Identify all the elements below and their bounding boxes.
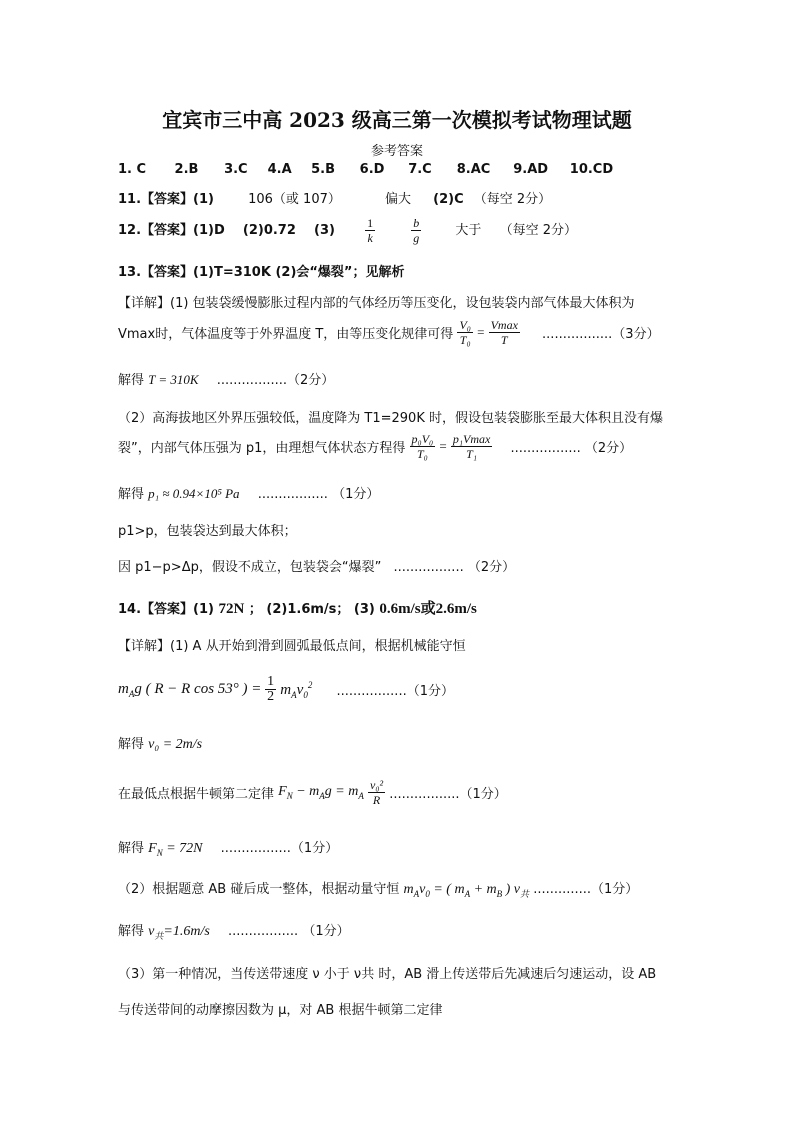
q14-e3-lhs: $F_N - m_Ag = m_A$ (278, 784, 364, 801)
mc-5: 5.B (311, 162, 336, 177)
q14-eq-3 (118, 778, 507, 807)
q11-c: (2)C (433, 192, 464, 207)
q13-d3-eq: T = 310K (148, 372, 199, 387)
q14-eq-8: 与传送带间的动摩擦因数为 μ，对 AB 根据牛顿第二定律 (118, 1003, 443, 1018)
q14-head-label: 14.【答案】(1) (118, 602, 214, 617)
q13-d2-text: Vmax时，气体温度等于外界温度 T，由等压变化规律可得 (118, 327, 454, 342)
q13-d5-score: ................. （2分） (510, 441, 633, 456)
q14-e3-frac-num: v₀² (370, 778, 384, 792)
q14-eq-5 (118, 878, 638, 900)
q12-frac1-den: k (367, 231, 373, 245)
q14-e6-score: ................. （1分） (227, 924, 350, 939)
q12-frac2 (411, 216, 421, 245)
q14-e1-score: .................（1分） (336, 684, 454, 699)
q13-d5-frac2 (451, 432, 493, 461)
q12-line (118, 216, 577, 245)
q14-head (118, 597, 477, 618)
q13-d2-n1: V₀ (459, 318, 471, 332)
q14-e6-label: 解得 (118, 924, 145, 939)
q12-frac2-num: b (413, 216, 420, 230)
mc-3: 3.C (224, 162, 248, 177)
q13-d3-score: .................（2分） (216, 373, 335, 388)
q14-eq-1 (118, 675, 454, 704)
q14-h2: ； (2)1.6m/s； (3) (248, 602, 375, 617)
q13-detail-1: 【详解】(1) 包装袋缓慢膨胀过程内部的气体经历等压变化，设包装袋内部气体最大体积为 (118, 296, 635, 311)
q13-detail-2 (118, 318, 660, 347)
q12-c: 大于 (455, 223, 482, 238)
q13-detail-5 (118, 432, 632, 461)
q14-e1-rhs: $m_Av_0^2$ (280, 679, 313, 700)
page-title: 宜宾市三中高 2023 级高三第一次模拟考试物理试题 (162, 108, 632, 132)
q14-e2-eq: v₀ = 2m/s (148, 737, 203, 752)
q13-detail-3 (118, 369, 334, 388)
q13-d8-text: 因 p1−p>Δp，假设不成立，包装袋会“爆裂” (118, 560, 382, 575)
q14-e3-score: .................（1分） (389, 787, 507, 802)
q13-d2-eq: = (477, 324, 485, 340)
q14-eq-2 (118, 733, 202, 753)
q13-detail-6 (118, 483, 379, 502)
q14-e3-frac (368, 778, 385, 807)
q12-frac1 (365, 216, 375, 245)
q11-line (118, 188, 551, 207)
q13-d5-d1: T₀ (416, 447, 428, 461)
mc-9: 9.AD (513, 162, 549, 177)
q13-d2-score: .................（3分） (542, 327, 660, 342)
q12-score: （每空 2分） (499, 223, 577, 238)
q13-d3-label: 解得 (118, 373, 145, 388)
q13-d2-d2: T (500, 333, 508, 347)
mc-10: 10.CD (569, 162, 614, 177)
q14-e5-score: ..............（1分） (533, 882, 639, 897)
q12-frac2-den: g (413, 231, 420, 245)
q13-d5-n1: p₀V₀ (411, 432, 434, 446)
q12-a: (2)0.72 (242, 223, 296, 238)
q12-head: 12.【答案】(1)D (118, 223, 225, 238)
q14-e2-label: 解得 (118, 737, 145, 752)
q14-e4-eq: $F_N = 72N$ (148, 841, 203, 858)
q13-d6-label: 解得 (118, 487, 145, 502)
q13-d8-score: ................. （2分） (393, 560, 516, 575)
q14-e5-text: （2）根据题意 AB 碰后成一整体，根据动量守恒 (118, 882, 400, 897)
q14-eq-7: （3）第一种情况，当传送带速度 ν 小于 ν共 时，AB 滑上传送带后先减速后匀速运动，设 AB (118, 967, 657, 982)
q14-eq-4 (118, 837, 338, 858)
mc-8: 8.AC (456, 162, 491, 177)
q13-d6-score: ................. （1分） (257, 487, 380, 502)
q13-detail-8 (118, 556, 515, 575)
q12-b: (3) (314, 223, 335, 238)
q13-d6-eq: p₁ ≈ 0.94×10⁵ Pa (148, 486, 240, 501)
q14-e1-frac-num: 1 (267, 674, 275, 689)
q13-d2-n2: Vmax (490, 318, 518, 332)
q14-h1: 72N (218, 601, 245, 617)
mc-4: 4.A (267, 162, 292, 177)
q14-e3-frac-den: R (372, 793, 381, 807)
q13-d5-eq: = (439, 438, 447, 454)
q13-d2-frac1 (457, 318, 473, 347)
q13-d2-frac2 (489, 318, 520, 347)
mc-6: 6.D (359, 162, 385, 177)
q11-a: 106（或 107） (248, 192, 341, 207)
q12-frac1-num: 1 (367, 216, 374, 230)
q14-eq-6 (118, 920, 350, 942)
mc-1: 1. C (118, 162, 147, 177)
q13-d5-n2: p₁Vmax (452, 432, 491, 446)
q13-d2-d1: T₀ (459, 333, 471, 347)
q14-e1-lhs: $m_Ag$ ( R − R cos 53° ) = (118, 680, 266, 699)
page-subtitle: 参考答案 (370, 144, 423, 159)
mc-answers (118, 162, 613, 177)
q13-d5-frac1 (410, 432, 436, 461)
q14-e5-eq: $m_Av_0$ = ( $m_A + m_B$ ) $v_共$ (403, 882, 530, 899)
q13-d5-text: 裂”，内部气体压强为 p1，由理想气体状态方程得 (118, 441, 406, 456)
q14-h3: 0.6m/s或2.6m/s (379, 601, 477, 617)
q14-e1-frac (265, 675, 276, 704)
q14-e4-label: 解得 (118, 841, 145, 856)
mc-7: 7.C (408, 162, 432, 177)
mc-2: 2.B (174, 162, 199, 177)
q11-head: 11.【答案】(1) (118, 192, 214, 207)
q11-b: 偏大 (385, 192, 412, 207)
q13-detail-4: （2）高海拔地区外界压强较低，温度降为 T1=290K 时，假设包装袋膨胀至最大体积且没有爆 (118, 411, 663, 426)
q13-d5-d2: T₁ (466, 447, 478, 461)
q13-detail-7: p1>p，包装袋达到最大体积； (118, 524, 297, 539)
q14-e6-eq: $v_共=1.6m/s$ (148, 924, 210, 941)
q14-detail-1: 【详解】(1) A 从开始到滑到圆弧最低点间，根据机械能守恒 (118, 639, 466, 654)
q11-score: （每空 2分） (473, 192, 552, 207)
q13-head: 13.【答案】(1)T=310K (2)会“爆裂”；见解析 (118, 265, 405, 280)
q14-e1-frac-den: 2 (267, 689, 275, 704)
q14-e3-text: 在最低点根据牛顿第二定律 (118, 787, 275, 802)
q14-e4-score: .................（1分） (220, 841, 339, 856)
